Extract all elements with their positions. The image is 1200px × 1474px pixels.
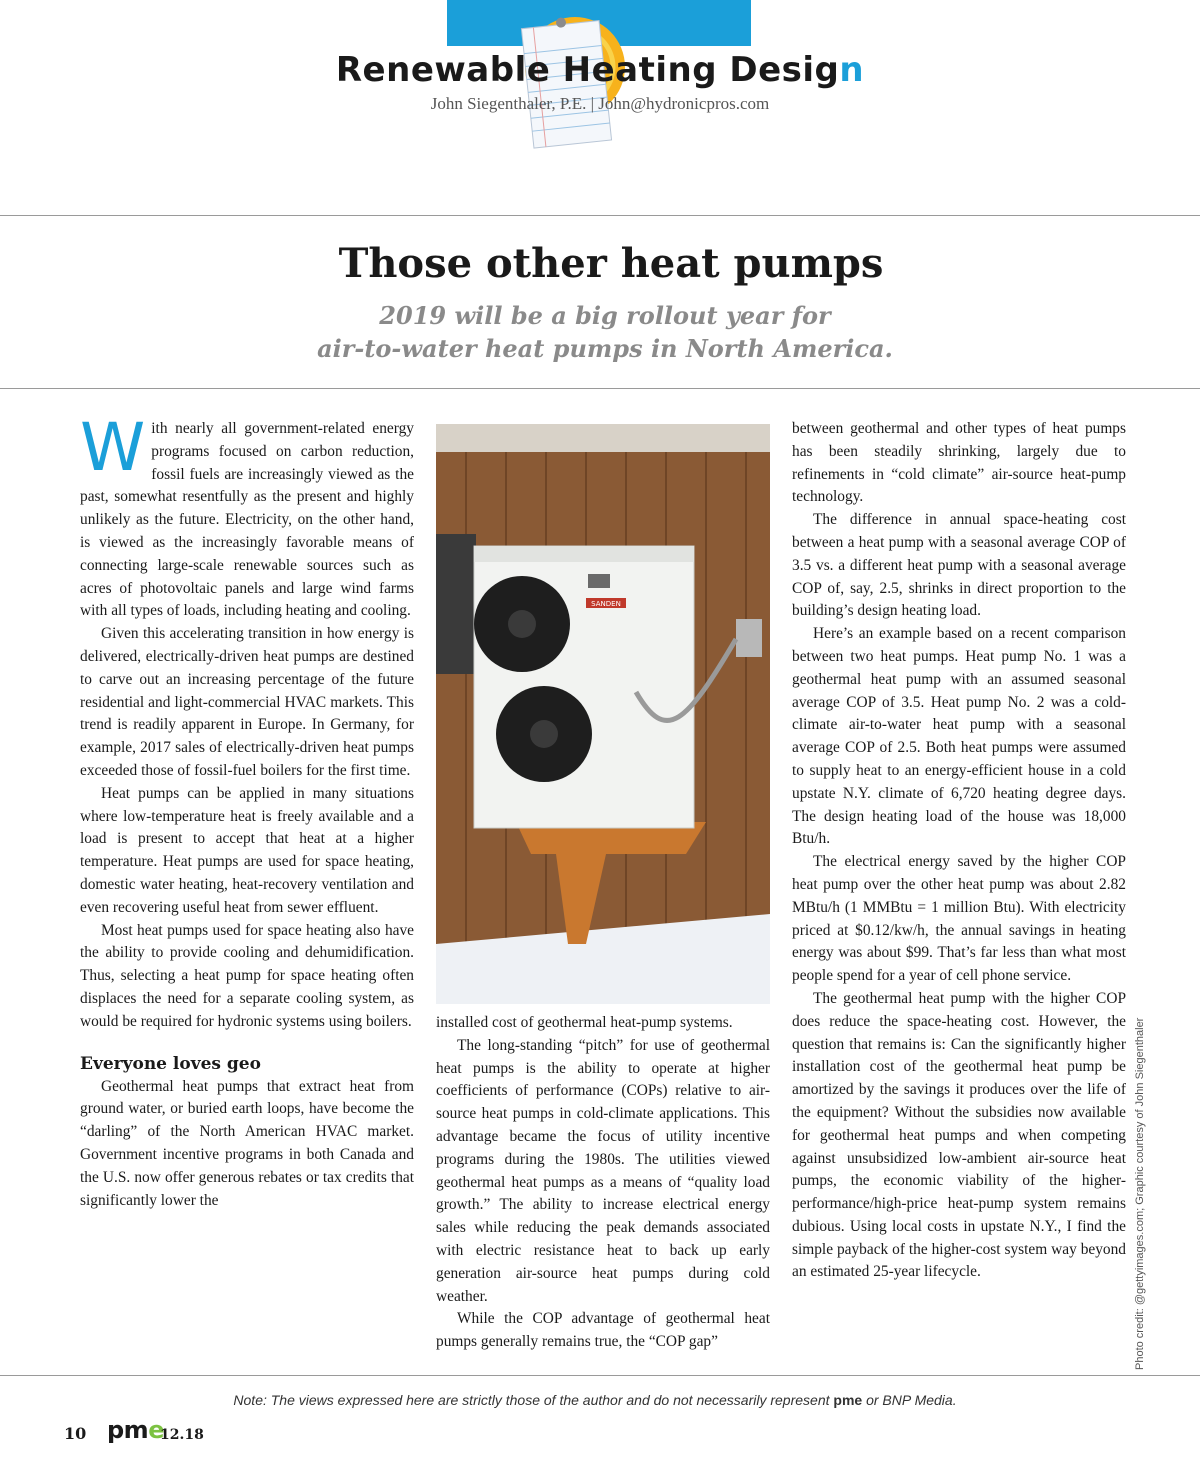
department-title: Renewable Heating Design (335, 50, 865, 90)
page-number: 10 (64, 1424, 87, 1443)
paragraph: The geothermal heat pump with the higher COP does reduce the space-heating cost. However, the question that remains is: Can the significantly higher installation cost of the geothermal heat pump be amortized by the savings it produces over the life of the equipment? Without the subsidies now available for geothermal heat pumps and when competing against unsubsidized low-ambient air-source heat pumps, the economic viability of the higher-performance/high-price heat-pump system remains dubious. Using local costs in upstate N.Y., I find the simple payback of the higher-cost system way beyond an estimated 25-year lifecycle. (792, 989, 1126, 1281)
paragraph: Heat pumps can be applied in many situations where low-temperature heat is freely available and a load is present to accept that heat at a higher temperature. Heat pumps are used for space heating, domestic water heating, heat-recovery ventilation and even recovering useful heat from sewer effluent. (80, 784, 414, 916)
paragraph: Most heat pumps used for space heating also have the ability to provide cooling and dehumidification. Thus, selecting a heat pump for space heating often displaces the need for a separate cooling system, as would be required for hydronic systems using boilers. (80, 921, 414, 1030)
divider (0, 215, 1200, 216)
disclaimer-note: Note: The views expressed here are strictly those of the author and do not necessarily represent pme or BNP Media. (233, 1392, 957, 1408)
paragraph: installed cost of geothermal heat-pump systems. (436, 1014, 733, 1031)
section-subhead: Everyone loves geo (80, 1053, 261, 1074)
divider (0, 1375, 1200, 1376)
article-headline: Those other heat pumps (338, 240, 884, 287)
heat-pump-photo (436, 424, 770, 1004)
issue-date: 12.18 (160, 1427, 204, 1443)
paragraph: While the COP advantage of geothermal heat pumps generally remains true, the “COP gap” (436, 1310, 770, 1351)
divider (0, 388, 1200, 389)
paragraph: Geothermal heat pumps that extract heat from ground water, or buried earth loops, have become the “darling” of the North American HVAC market. Government incentive programs in both Canada and the U.S. now offer generous rebates or tax credits that significantly lower the (80, 1077, 414, 1209)
paragraph: Here’s an example based on a recent comparison between two heat pumps. Heat pump No. 1 was a geothermal heat pump with an assumed seasonal average COP of 3.5. Heat pump No. 2 was a cold-climate air-to-water heat pump with a seasonal average COP of 2.5. Both heat pumps were assumed to supply heat to an energy-efficient house in a cold upstate N.Y. climate of 6,720 heating degree days. The design heating load of the house was 18,000 Btu/h. (792, 625, 1126, 848)
article-column-1 (80, 409, 414, 1212)
paragraph: The long-standing “pitch” for use of geothermal heat pumps is the ability to operate at higher coefficients of performance (COPs) relative to air-source heat pumps in cold-climate applications. This advantage became the focus of utility incentive programs during the 1980s. The utilities viewed geothermal heat pumps as a means of “quality load growth.” The ability to increase electrical energy sales while reducing the peak demands associated with electric resistance heat to back up early generation air-source heat pumps during cold weather. (436, 1036, 770, 1305)
author-byline: John Siegenthaler, P.E. | John@hydronicpros.com (430, 94, 770, 113)
paragraph: Given this accelerating transition in how energy is delivered, electrically-driven heat pumps are destined to carve out an increasing percentage of the future residential and light-commercial HVAC markets. This trend is readily apparent in Europe. In Germany, for example, 2017 sales of electrically-driven heat pumps exceeded those of fossil-fuel boilers for the first time. (80, 625, 414, 779)
drop-cap: W (80, 409, 146, 486)
paragraph: The difference in annual space-heating cost between a heat pump with a seasonal average COP of 3.5 vs. a different heat pump with a seasonal average COP of, say, 2.5, shrinks in direct proportion to the building’s design heating load. (792, 511, 1126, 620)
article-dek: 2019 will be a big rollout year for air-to-water heat pumps in North America. (317, 301, 893, 363)
paragraph: The electrical energy saved by the higher COP heat pump over the other heat pump was about 2.82 MBtu/h (1 MMBtu = 1 million Btu). With electricity priced at $0.12/kw/h, the annual savings in heating energy was about $99. That’s far less than what most people spend for a year of cell phone service. (792, 853, 1126, 985)
photo-credit: Photo credit: @gettyimages.com; Graphic courtesy of John Siegenthaler (1134, 1017, 1146, 1370)
pme-logo: pme (107, 1416, 164, 1444)
unit-brand-label: SANDEN (591, 600, 621, 608)
article-column-2 (436, 1012, 770, 1354)
paragraph: With nearly all government-related energy programs focused on carbon reduction, fossil fuels are increasingly viewed as the past, somewhat resentfully as the present and highly unlikely as the future. Electricity, on the other hand, is viewed as the increasingly favorable means of connecting large-scale renewable sources such as acres of photovoltaic panels and large wind farms with all types of loads, including heating and cooling. (80, 409, 414, 620)
article-column-3 (792, 418, 1126, 1284)
paragraph: between geothermal and other types of heat pumps has been steadily shrinking, largely due to refinements in “cold climate” air-source heat-pump technology. (792, 420, 1126, 506)
